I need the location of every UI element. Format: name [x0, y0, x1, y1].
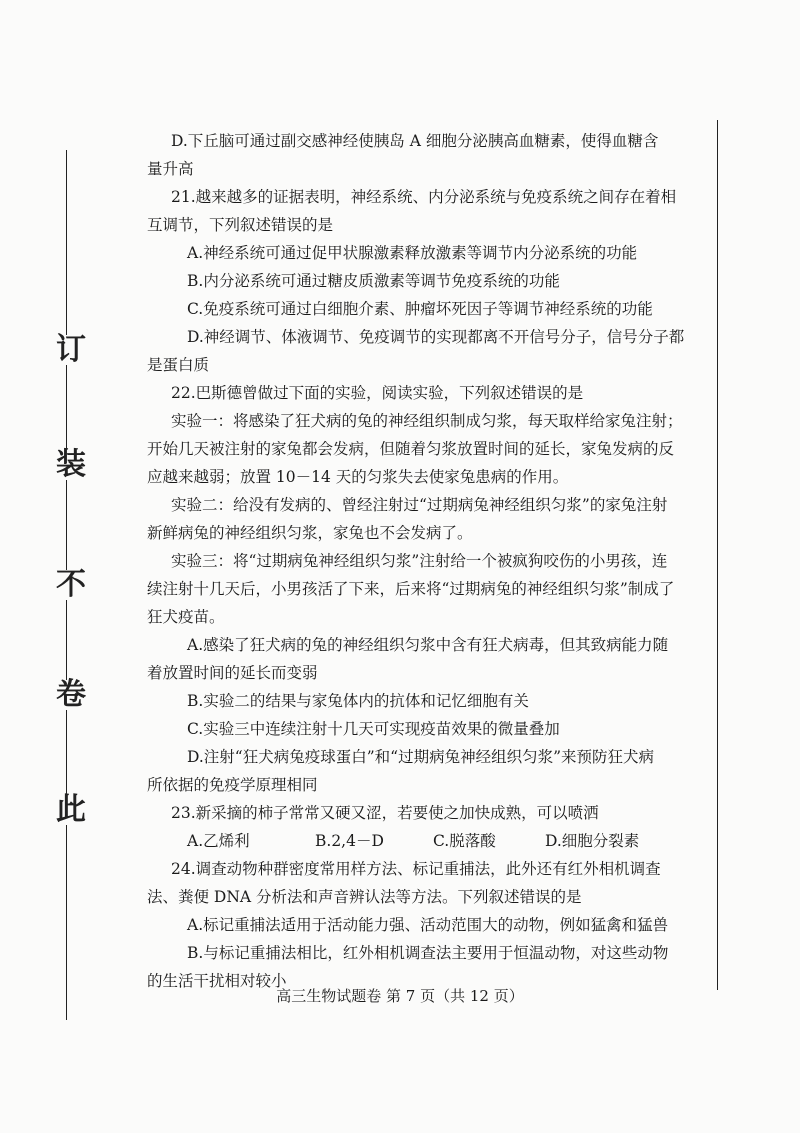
- text-line: 法、粪便 DNA 分析法和声音辨认法等方法。下列叙述错误的是: [147, 888, 582, 906]
- option-line: C.实验三中连续注射十几天可实现疫苗效果的微量叠加: [187, 720, 560, 738]
- text-line: 狂犬疫苗。: [147, 608, 225, 626]
- option-line: D.神经调节、体液调节、免疫调节的实现都离不开信号分子，信号分子都: [187, 328, 685, 346]
- text-line: 应越来越弱；放置 10－14 天的匀浆失去使家兔患病的作用。: [147, 468, 569, 486]
- experiment-1: 实验一：将感染了狂犬病的兔的神经组织制成匀浆，每天取样给家兔注射；: [171, 412, 683, 430]
- page-footer: 高三生物试题卷 第 7 页（共 12 页）: [276, 987, 524, 1005]
- binding-char-bu: 不: [56, 567, 86, 602]
- option-line: A.神经系统可通过促甲状腺激素释放激素等调节内分泌系统的功能: [187, 244, 638, 262]
- text-line: 互调节，下列叙述错误的是: [147, 216, 334, 234]
- text-line: D.下丘脑可通过副交感神经使胰岛 A 细胞分泌胰高血糖素，使得血糖含: [171, 132, 659, 150]
- binding-char-juan: 卷: [56, 677, 86, 712]
- option-line: B.与标记重捕法相比，红外相机调查法主要用于恒温动物，对这些动物: [187, 944, 669, 962]
- option-line: C.免疫系统可通过白细胞介素、肿瘤坏死因子等调节神经系统的功能: [187, 300, 653, 318]
- question-content: [147, 128, 687, 996]
- question-21-stem: 21.越来越多的证据表明，神经系统、内分泌系统与免疫系统之间存在着相: [171, 188, 677, 206]
- text-line: 是蛋白质: [147, 356, 210, 374]
- option-line: A.标记重捕法适用于活动能力强、活动范围大的动物，例如猛禽和猛兽: [187, 916, 669, 934]
- option-c: C.脱落酸: [433, 832, 496, 850]
- option-line: B.实验二的结果与家兔体内的抗体和记忆细胞有关: [187, 692, 529, 710]
- option-line: A.感染了狂犬病的兔的神经组织匀浆中含有狂犬病毒，但其致病能力随: [187, 636, 669, 654]
- experiment-3: 实验三：将“过期病兔神经组织匀浆”注射给一个被疯狗咬伤的小男孩，连: [171, 552, 668, 570]
- option-line: D.注射“狂犬病兔疫球蛋白”和“过期病兔神经组织匀浆”来预防狂犬病: [187, 748, 655, 766]
- option-line: B.内分泌系统可通过糖皮质激素等调节免疫系统的功能: [187, 272, 560, 290]
- text-line: 量升高: [147, 160, 194, 178]
- text-line: 续注射十几天后，小男孩活了下来，后来将“过期病兔的神经组织匀浆”制成了: [147, 580, 675, 598]
- question-23-options: [147, 828, 687, 856]
- binding-char-ci: 此: [56, 792, 86, 827]
- experiment-2: 实验二：给没有发病的、曾经注射过“过期病兔神经组织匀浆”的家兔注射: [171, 496, 668, 514]
- option-b: B.2,4－D: [315, 832, 384, 850]
- text-line: 新鲜病兔的神经组织匀浆，家兔也不会发病了。: [147, 524, 473, 542]
- text-line: 着放置时间的延长而变弱: [147, 664, 318, 682]
- binding-char-ding: 订: [56, 332, 86, 367]
- binding-char-zhuang: 装: [56, 447, 86, 482]
- question-23-stem: 23.新采摘的柿子常常又硬又涩，若要使之加快成熟，可以喷洒: [171, 804, 599, 822]
- option-d: D.细胞分裂素: [545, 832, 640, 850]
- text-line: 开始几天被注射的家兔都会发病，但随着匀浆放置时间的延长，家兔发病的反: [147, 440, 675, 458]
- text-line: 的生活干扰相对较小: [147, 972, 287, 990]
- page-right-border: [717, 120, 718, 990]
- question-22-stem: 22.巴斯德曾做过下面的实验，阅读实验，下列叙述错误的是: [171, 384, 584, 402]
- question-24-stem: 24.调查动物种群密度常用样方法、标记重捕法，此外还有红外相机调查: [171, 860, 661, 878]
- option-a: A.乙烯利: [187, 832, 250, 850]
- text-line: 所依据的免疫学原理相同: [147, 776, 318, 794]
